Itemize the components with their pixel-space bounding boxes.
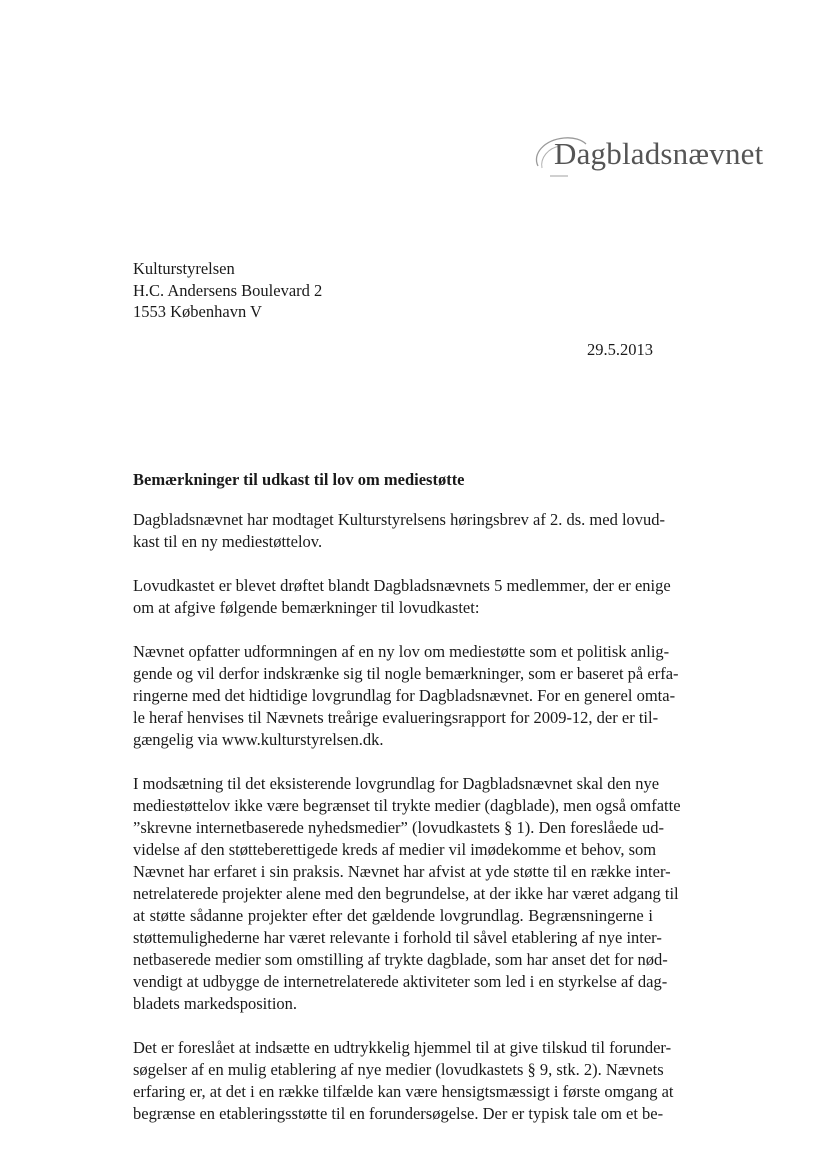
paragraph-line: Nævnet har erfaret i sin praksis. Nævnet har afvist at yde støtte til en række inter- — [133, 862, 671, 881]
letter-heading: Bemærkninger til udkast til lov om mediestøtte — [133, 470, 465, 489]
body-paragraph — [133, 575, 671, 619]
body-paragraph — [133, 641, 679, 751]
paragraph-line: mediestøttelov ikke være begrænset til trykte medier (dagblade), men også omfatte — [133, 796, 681, 815]
paragraph-line: Dagbladsnævnet har modtaget Kulturstyrelsens høringsbrev af 2. ds. med lovud- — [133, 510, 666, 529]
paragraph-line: I modsætning til det eksisterende lovgrundlag for Dagbladsnævnet skal den nye — [133, 774, 660, 793]
paragraph-line: Det er foreslået at indsætte en udtrykkelig hjemmel til at give tilskud til forunder- — [133, 1038, 672, 1057]
paragraph-line: at støtte sådanne projekter efter det gældende lovgrundlag. Begrænsningerne i — [133, 906, 653, 925]
paragraph-line: begrænse en etableringsstøtte til en forundersøgelse. Der er typisk tale om et be- — [133, 1104, 664, 1123]
paragraph-line: Lovudkastet er blevet drøftet blandt Dagbladsnævnets 5 medlemmer, der er enige — [133, 576, 671, 595]
paragraph-line: gængelig via www.kulturstyrelsen.dk. — [133, 730, 384, 749]
logo-text: Dagbladsnævnet — [554, 136, 764, 171]
paragraph-line: le heraf henvises til Nævnets treårige evalueringsrapport for 2009-12, der er til- — [133, 708, 659, 727]
paragraph-line: kast til en ny mediestøttelov. — [133, 532, 323, 551]
paragraph-line: erfaring er, at det i en række tilfælde kan være hensigtsmæssigt i første omgang at — [133, 1082, 674, 1101]
dagbladsnaevnet-logo — [530, 128, 764, 184]
paragraph-line: Nævnet opfatter udformningen af en ny lov om mediestøtte som et politisk anlig- — [133, 642, 670, 661]
paragraph-line: netrelaterede projekter alene med den begrundelse, at der ikke har været adgang til — [133, 884, 679, 903]
paragraph-line: søgelser af en mulig etablering af nye medier (lovudkastets § 9, stk. 2). Nævnets — [133, 1060, 664, 1079]
paragraph-line: støttemulighederne har været relevante i forhold til såvel etablering af nye inter- — [133, 928, 662, 947]
letter-date: 29.5.2013 — [587, 340, 653, 359]
recipient-address — [133, 258, 322, 323]
body-paragraph — [133, 1037, 674, 1125]
paragraph-line: gende og vil derfor indskrænke sig til nogle bemærkninger, som er baseret på erfa- — [133, 664, 679, 683]
paragraph-line: ringerne med det hidtidige lovgrundlag for Dagbladsnævnet. For en generel omta- — [133, 686, 676, 705]
paragraph-line: ”skrevne internetbaserede nyhedsmedier” (lovudkastets § 1). Den foreslåede ud- — [133, 818, 664, 837]
paragraph-line: om at afgive følgende bemærkninger til lovudkastet: — [133, 598, 480, 617]
recipient-city: 1553 København V — [133, 302, 262, 321]
paragraph-line: bladets markedsposition. — [133, 994, 298, 1013]
paragraph-line: vendigt at udbygge de internetrelaterede aktiviteter som led i en styrkelse af dag- — [133, 972, 668, 991]
body-paragraph — [133, 773, 681, 1015]
recipient-street: H.C. Andersens Boulevard 2 — [133, 280, 323, 300]
body-paragraph — [133, 509, 666, 553]
paragraph-line: netbaserede medier som omstilling af trykte dagblade, som har anset det for nød- — [133, 950, 668, 969]
letter-body — [133, 509, 681, 1147]
recipient-name: Kulturstyrelsen — [133, 259, 235, 278]
paragraph-line: videlse af den støtteberettigede kreds af medier vil imødekomme et behov, som — [133, 840, 657, 859]
